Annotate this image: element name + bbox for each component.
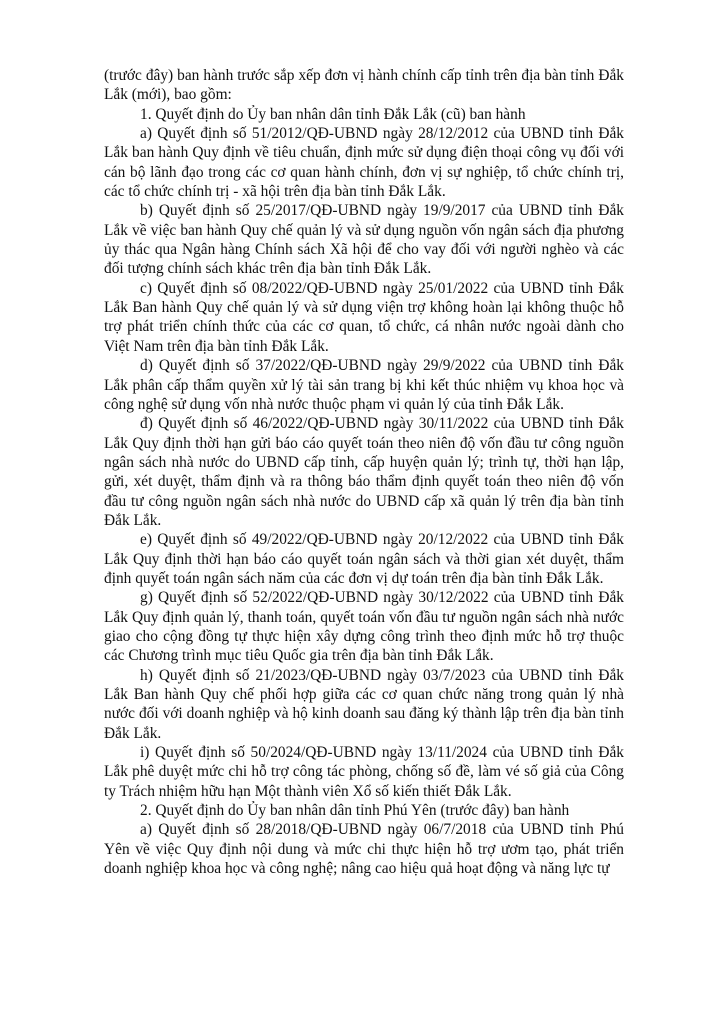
list-item-1c: c) Quyết định số 08/2022/QĐ-UBND ngày 25/01/2022 của UBND tỉnh Đắk Lắk Ban hành Quy chế quản lý và sử dụng viện trợ không hoàn lại không thuộc hỗ trợ phát triển chính thức của các cơ quan, tổ chức, cá nhân nước ngoài dành cho Việt Nam trên địa bàn tỉnh Đắk Lắk. [104, 279, 624, 355]
document-body [104, 66, 624, 878]
continuation-paragraph: (trước đây) ban hành trước sắp xếp đơn vị hành chính cấp tỉnh trên địa bàn tỉnh Đắk Lắk (mới), bao gồm: [104, 67, 624, 104]
list-item-1b: b) Quyết định số 25/2017/QĐ-UBND ngày 19/9/2017 của UBND tỉnh Đắk Lắk về việc ban hành Quy chế quản lý và sử dụng nguồn vốn ngân sách địa phương ủy thác qua Ngân hàng Chính sách Xã hội để cho vay đối với người nghèo và các đối tượng chính sách khác trên địa bàn tỉnh Đắk Lắk. [104, 202, 624, 278]
list-item-1h: h) Quyết định số 21/2023/QĐ-UBND ngày 03/7/2023 của UBND tỉnh Đắk Lắk Ban hành Quy chế phối hợp giữa các cơ quan chức năng trong quản lý nhà nước đối với doanh nghiệp và hộ kinh doanh sau đăng ký thành lập trên địa bàn tỉnh Đắk Lắk. [104, 666, 624, 742]
list-item-2a: a) Quyết định số 28/2018/QĐ-UBND ngày 06/7/2018 của UBND tỉnh Phú Yên về việc Quy định nội dung và mức chi thực hiện hỗ trợ ươm tạo, phát triển doanh nghiệp khoa học và công nghệ; nâng cao hiệu quả hoạt động và năng lực tự [104, 821, 624, 878]
section-heading-2: 2. Quyết định do Ủy ban nhân dân tỉnh Phú Yên (trước đây) ban hành [140, 802, 570, 820]
list-item-1d: d) Quyết định số 37/2022/QĐ-UBND ngày 29/9/2022 của UBND tỉnh Đắk Lắk phân cấp thẩm quyền xử lý tài sản trang bị khi kết thúc nhiệm vụ khoa học và công nghệ sử dụng vốn nhà nước thuộc phạm vi quản lý của tỉnh Đắk Lắk. [104, 357, 624, 413]
list-item-1i: i) Quyết định số 50/2024/QĐ-UBND ngày 13/11/2024 của UBND tỉnh Đắk Lắk phê duyệt mức chi hỗ trợ công tác phòng, chống số đề, làm vé số giả của Công ty Trách nhiệm hữu hạn Một thành viên Xổ số kiến thiết Đắk Lắk. [104, 744, 624, 800]
list-item-1g: g) Quyết định số 52/2022/QĐ-UBND ngày 30/12/2022 của UBND tỉnh Đắk Lắk Quy định quản lý, thanh toán, quyết toán vốn đầu tư nguồn ngân sách nhà nước giao cho cộng đồng tự thực hiện xây dựng công trình theo định mức hỗ trợ thuộc các Chương trình mục tiêu Quốc gia trên địa bàn tỉnh Đắk Lắk. [104, 589, 624, 665]
list-item-1dd: đ) Quyết định số 46/2022/QĐ-UBND ngày 30/11/2022 của UBND tỉnh Đắk Lắk Quy định thời hạn gửi báo cáo quyết toán theo niên độ vốn đầu tư công nguồn ngân sách nhà nước do UBND cấp tỉnh, cấp huyện quản lý; trình tự, thời hạn lập, gửi, xét duyệt, thẩm định và ra thông báo thẩm định quyết toán theo niên độ vốn đầu tư công nguồn ngân sách nhà nước do UBND cấp xã quản lý trên địa bàn tỉnh Đắk Lắk. [104, 415, 624, 529]
section-heading-1: 1. Quyết định do Ủy ban nhân dân tỉnh Đắk Lắk (cũ) ban hành [140, 105, 526, 123]
list-item-1a: a) Quyết định số 51/2012/QĐ-UBND ngày 28/12/2012 của UBND tỉnh Đắk Lắk ban hành Quy định về tiêu chuẩn, định mức sử dụng điện thoại công vụ đối với cán bộ lãnh đạo trong các cơ quan hành chính, đơn vị sự nghiệp, tổ chức chính trị, các tổ chức chính trị - xã hội trên địa bàn tỉnh Đắk Lắk. [104, 125, 624, 201]
list-item-1e: e) Quyết định số 49/2022/QĐ-UBND ngày 20/12/2022 của UBND tỉnh Đắk Lắk Quy định thời hạn báo cáo quyết toán ngân sách và thời gian xét duyệt, thẩm định quyết toán ngân sách năm của các đơn vị dự toán trên địa bàn tỉnh Đắk Lắk. [104, 531, 624, 587]
